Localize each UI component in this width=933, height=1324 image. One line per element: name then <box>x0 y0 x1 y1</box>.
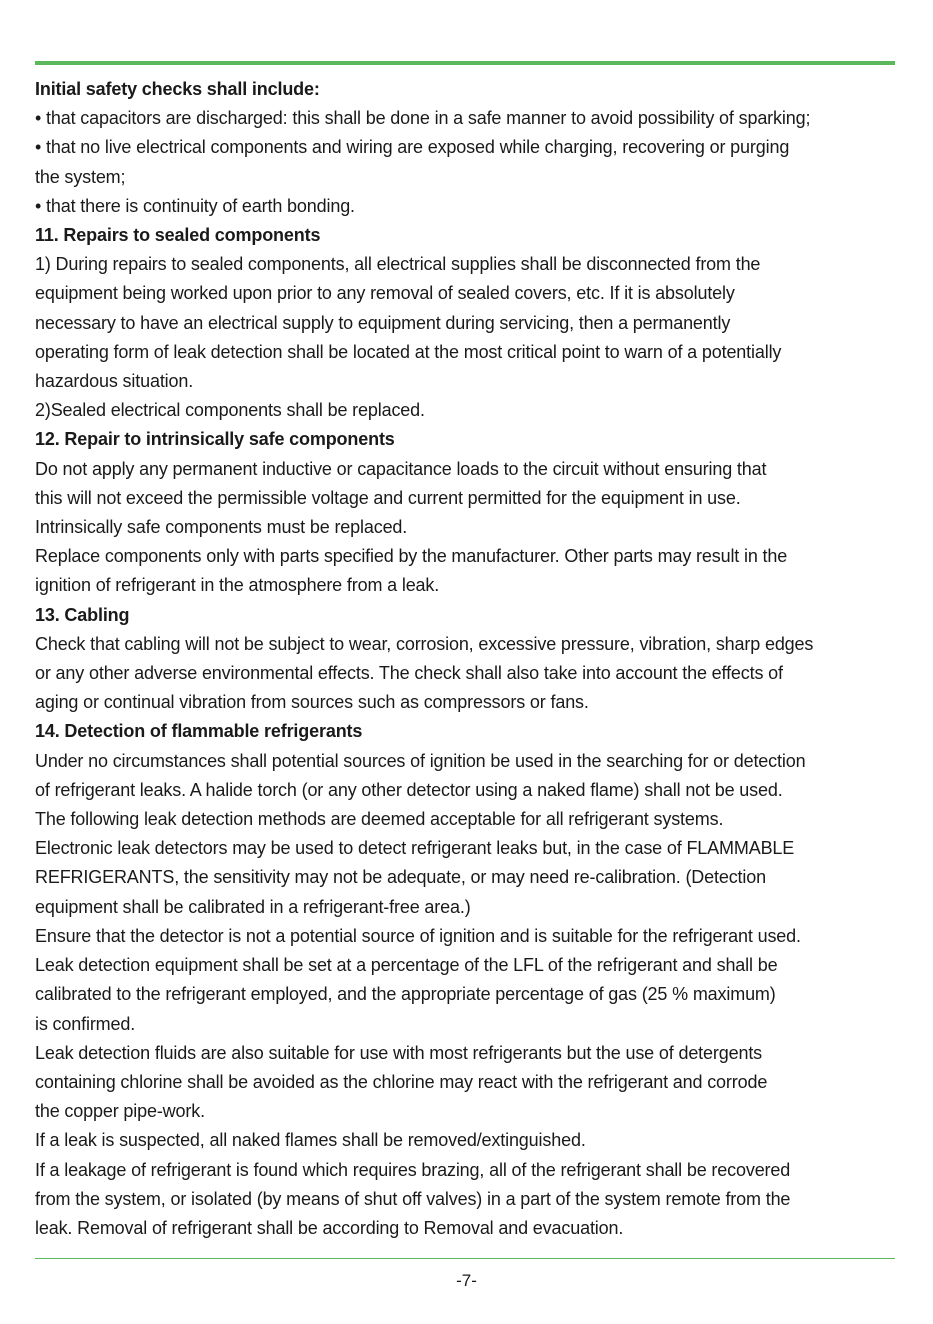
body-line: REFRIGERANTS, the sensitivity may not be adequate, or may need re-calibration. (Detection <box>35 867 766 888</box>
section-heading: 13. Cabling <box>35 604 130 625</box>
body-line: Leak detection fluids are also suitable for use with most refrigerants but the use of detergents <box>35 1042 763 1063</box>
body-line: hazardous situation. <box>35 371 194 392</box>
body-line: The following leak detection methods are deemed acceptable for all refrigerant systems. <box>35 809 724 830</box>
section-heading: 14. Detection of flammable refrigerants <box>35 721 363 742</box>
body-line: If a leakage of refrigerant is found which requires brazing, all of the refrigerant shall be recovered <box>35 1159 791 1180</box>
body-line: Do not apply any permanent inductive or capacitance loads to the circuit without ensuring that <box>35 458 767 479</box>
body-line: Ensure that the detector is not a potential source of ignition and is suitable for the refrigerant used. <box>35 925 801 946</box>
body-line: If a leak is suspected, all naked flames shall be removed/extinguished. <box>35 1130 586 1151</box>
body-line: or any other adverse environmental effects. The check shall also take into account the effects of <box>35 663 783 684</box>
body-line: Under no circumstances shall potential sources of ignition be used in the searching for or detection <box>35 750 806 771</box>
body-line: Replace components only with parts specified by the manufacturer. Other parts may result in the <box>35 546 788 567</box>
body-line: 1) During repairs to sealed components, all electrical supplies shall be disconnected from the <box>35 254 761 275</box>
body-line: calibrated to the refrigerant employed, and the appropriate percentage of gas (25 % maximum) <box>35 984 776 1005</box>
body-line: aging or continual vibration from sources such as compressors or fans. <box>35 692 589 713</box>
section-heading: Initial safety checks shall include: <box>35 79 320 99</box>
body-line: • that no live electrical components and wiring are exposed while charging, recovering or purging <box>35 137 790 158</box>
body-line: Leak detection equipment shall be set at a percentage of the LFL of the refrigerant and shall be <box>35 955 778 976</box>
body-line: is confirmed. <box>35 1013 136 1034</box>
body-line: this will not exceed the permissible voltage and current permitted for the equipment in use. <box>35 487 741 508</box>
body-line: of refrigerant leaks. A halide torch (or any other detector using a naked flame) shall not be used. <box>35 779 783 800</box>
body-line: • that there is continuity of earth bonding. <box>35 195 355 216</box>
body-line: Intrinsically safe components must be replaced. <box>35 517 408 538</box>
section-heading: 12. Repair to intrinsically safe components <box>35 429 395 450</box>
section-heading: 11. Repairs to sealed components <box>35 225 321 246</box>
body-line: containing chlorine shall be avoided as the chlorine may react with the refrigerant and corrode <box>35 1071 768 1092</box>
body-line: operating form of leak detection shall be located at the most critical point to warn of a potentially <box>35 341 782 362</box>
body-line: equipment being worked upon prior to any removal of sealed covers, etc. If it is absolutely <box>35 283 735 304</box>
body-line: necessary to have an electrical supply to equipment during servicing, then a permanently <box>35 312 731 333</box>
body-line: Check that cabling will not be subject to wear, corrosion, excessive pressure, vibration, sharp edges <box>35 633 814 654</box>
bottom-rule <box>35 1258 895 1259</box>
body-line: the system; <box>35 166 126 187</box>
body-line: Electronic leak detectors may be used to detect refrigerant leaks but, in the case of FLAMMABLE <box>35 838 795 859</box>
body-line: ignition of refrigerant in the atmosphere from a leak. <box>35 575 440 596</box>
page-number: -7- <box>456 1271 477 1290</box>
top-rule <box>35 61 895 65</box>
body-line: 2)Sealed electrical components shall be replaced. <box>35 400 425 421</box>
body-line: leak. Removal of refrigerant shall be according to Removal and evacuation. <box>35 1217 624 1238</box>
body-line: equipment shall be calibrated in a refrigerant-free area.) <box>35 896 471 917</box>
document-body <box>35 75 915 1243</box>
body-line: from the system, or isolated (by means of shut off valves) in a part of the system remote from the <box>35 1188 791 1209</box>
body-line: • that capacitors are discharged: this shall be done in a safe manner to avoid possibility of sparking; <box>35 108 811 129</box>
body-line: the copper pipe-work. <box>35 1101 205 1122</box>
